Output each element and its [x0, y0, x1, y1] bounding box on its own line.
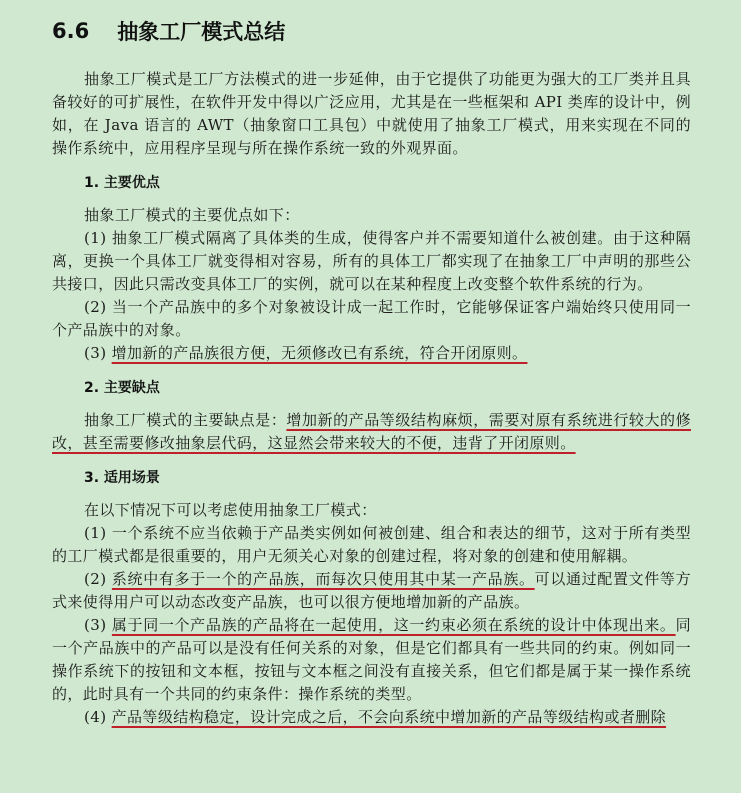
scenarios-heading: 3. 适用场景 [84, 470, 160, 486]
scenarios-item-1: (1) 一个系统不应当依赖于产品类实例如何被创建、组合和表达的细节，这对于所有类型的工厂模式都是很重要的，用户无须关心对象的创建过程，将对象的创建和使用解耦。 [52, 524, 691, 565]
disadvantages-heading: 2. 主要缺点 [84, 380, 160, 396]
scenarios-item-3-rest: 同一个产品族中的产品可以是没有任何关系的对象，但是它们都具有一些共同的约束。例如同一操作系统下的按钮和文本框，按钮与文本框之间没有直接关系，但它们都是属于某一操作系统的，此时具有一个共同的约束条件：操作系统的类型。 [52, 616, 691, 703]
scenarios-item-4 [52, 706, 691, 729]
scenarios-item-2 [52, 568, 691, 614]
scenarios-item-2-prefix: (2) [84, 570, 112, 588]
advantages-lead: 抽象工厂模式的主要优点如下： [84, 206, 300, 224]
section-number: 6.6 [52, 19, 90, 43]
section-title-text: 抽象工厂模式总结 [117, 20, 286, 44]
scenarios-item-3-underlined: 属于同一个产品族的产品将在一起使用，这一约束必须在系统的设计中体现出来。 [111, 616, 676, 634]
scenarios-item-4-underlined: 产品等级结构稳定，设计完成之后，不会向系统中增加新的产品等级结构或者删除 [111, 708, 667, 726]
advantages-item-3-underlined: 增加新的产品族很方便，无须修改已有系统，符合开闭原则。 [111, 344, 528, 362]
advantages-item-3-prefix: (3) [84, 344, 112, 362]
scenarios-item-3-prefix: (3) [84, 616, 112, 634]
advantages-heading: 1. 主要优点 [84, 175, 160, 191]
advantages-item-1: (1) 抽象工厂模式隔离了具体类的生成，使得客户并不需要知道什么被创建。由于这种隔离，更换一个具体工厂就变得相对容易，所有的具体工厂都实现了在抽象工厂中声明的那些公共接口，因此只需改变具体工厂的实例，就可以在某种程度上改变整个软件系统的行为。 [52, 229, 691, 293]
advantages-item-3 [52, 342, 691, 365]
scenarios-item-2-rest: 可以通过配置文件等方式来使得用户可以动态改变产品族，也可以很方便地增加新的产品族。 [52, 570, 691, 611]
scenarios-item-3 [52, 614, 691, 706]
intro-paragraph: 抽象工厂模式是工厂方法模式的进一步延伸，由于它提供了功能更为强大的工厂类并且具备较好的可扩展性，在软件开发中得以广泛应用，尤其是在一些框架和 API 类库的设计中，例如，在 Java 语言的 AWT（抽象窗口工具包）中就使用了抽象工厂模式，用来实现在不同的操作系统中，应用程序呈现与所在操作系统一致的外观界面。 [52, 70, 691, 157]
scenarios-item-2-underlined: 系统中有多于一个的产品族，而每次只使用其中某一产品族。 [111, 570, 535, 588]
disadvantages-lead: 抽象工厂模式的主要缺点是： [84, 411, 287, 429]
disadvantages-paragraph [52, 409, 691, 455]
disadvantages-underlined: 增加新的产品等级结构麻烦，需要对原有系统进行较大的修改，甚至需要修改抽象层代码，这显然会带来较大的不便，违背了开闭原则。 [52, 411, 691, 452]
scenarios-item-4-prefix: (4) [84, 708, 112, 726]
scenarios-lead: 在以下情况下可以考虑使用抽象工厂模式： [84, 501, 377, 519]
section-title [52, 14, 691, 48]
advantages-item-2: (2) 当一个产品族中的多个对象被设计成一起工作时，它能够保证客户端始终只使用同一个产品族中的对象。 [52, 298, 691, 339]
